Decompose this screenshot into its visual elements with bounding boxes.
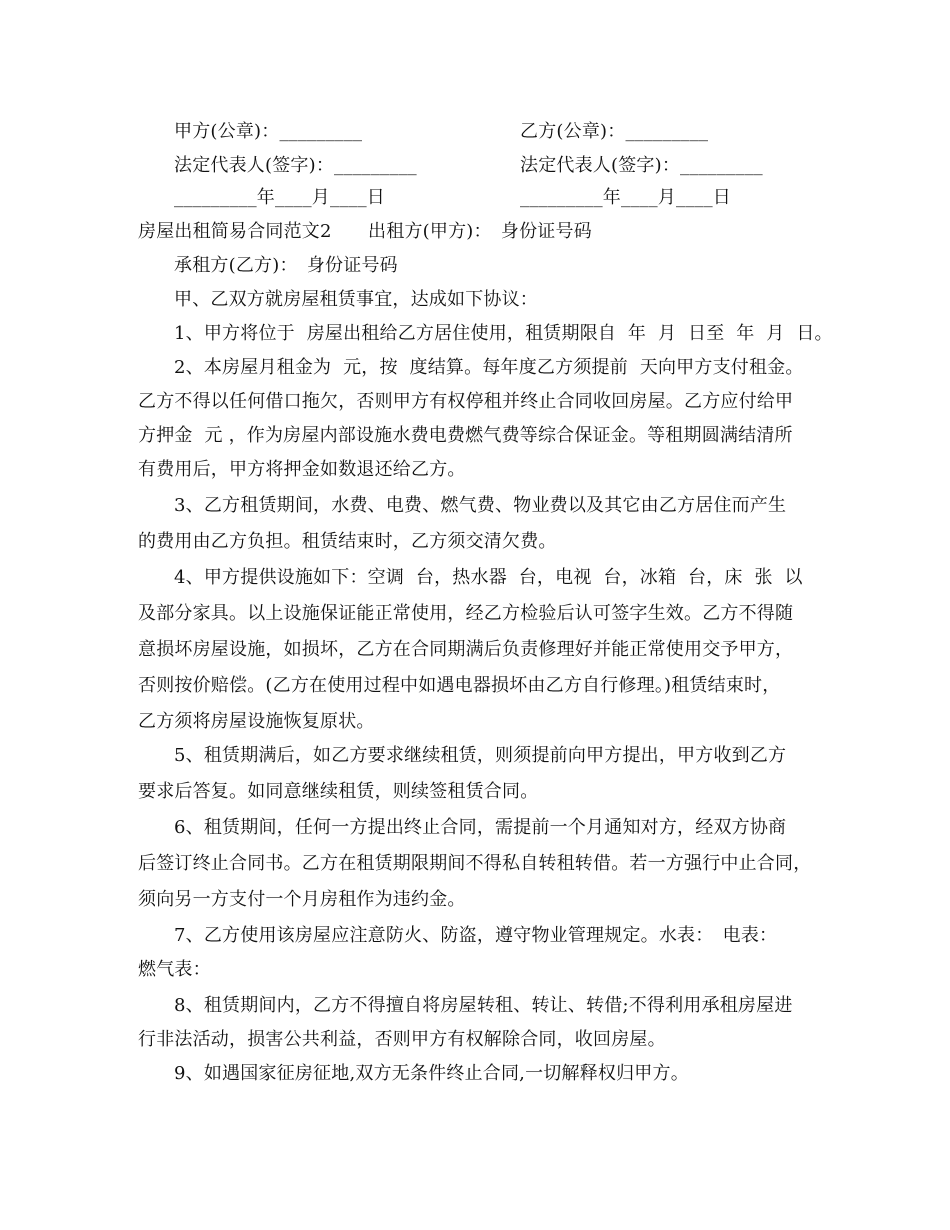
party-a-date: _________年____月____日	[174, 187, 385, 208]
clause-3: 3、乙方租赁期间，水费、电费、燃气费、物业费以及其它由乙方居住而产生	[174, 495, 787, 516]
party-b-representative: 法定代表人(签字)：_________	[520, 155, 763, 176]
party-a-representative: 法定代表人(签字)：_________	[174, 155, 417, 176]
party-b-date: _________年____月____日	[520, 187, 731, 208]
clause-4-cont: 否则按价赔偿。(乙方在使用过程中如遇电器损坏由乙方自行修理。)租赁结束时，	[138, 675, 781, 696]
clause-4-cont: 乙方须将房屋设施恢复原状。	[138, 711, 375, 732]
clause-2-cont: 乙方不得以任何借口拖欠，否则甲方有权停租并终止合同收回房屋。乙方应付给甲	[138, 391, 794, 412]
clause-6: 6、租赁期间，任何一方提出终止合同，需提前一个月通知对方，经双方协商	[174, 817, 787, 838]
clause-6-cont: 须向另一方支付一个月房租作为违约金。	[138, 889, 466, 910]
clause-1: 1、甲方将位于 房屋出租给乙方居住使用，租赁期限自 年 月 日至 年 月 日。	[174, 323, 833, 344]
clause-8-cont: 行非法活动，损害公共利益，否则甲方有权解除合同，收回房屋。	[138, 1029, 666, 1050]
contract-title-line: 房屋出租简易合同范文2 出租方(甲方)： 身份证号码	[138, 221, 592, 242]
clause-4-cont: 及部分家具。以上设施保证能正常使用，经乙方检验后认可签字生效。乙方不得随	[138, 603, 794, 624]
clause-8: 8、租赁期间内，乙方不得擅自将房屋转租、转让、转借;不得利用承租房屋进	[174, 995, 793, 1016]
clause-5-cont: 要求后答复。如同意继续租赁，则续签租赁合同。	[138, 781, 539, 802]
party-b-seal: 乙方(公章)：_________	[520, 121, 709, 142]
clause-9: 9、如遇国家征房征地,双方无条件终止合同,一切解释权归甲方。	[174, 1063, 689, 1084]
clause-5: 5、租赁期满后，如乙方要求继续租赁，则须提前向甲方提出，甲方收到乙方	[174, 745, 787, 766]
agreement-intro: 甲、乙双方就房屋租赁事宜，达成如下协议：	[174, 289, 538, 310]
clause-4: 4、甲方提供设施如下：空调 台，热水器 台，电视 台，冰箱 台，床 张 以	[174, 567, 803, 588]
clause-2: 2、本房屋月租金为 元，按 度结算。每年度乙方须提前 天向甲方支付租金。	[174, 357, 804, 378]
clause-7-cont: 燃气表：	[138, 959, 211, 980]
clause-4-cont: 意损坏房屋设施，如损坏，乙方在合同期满后负责修理好并能正常使用交予甲方，	[138, 639, 794, 660]
clause-3-cont: 的费用由乙方负担。租赁结束时，乙方须交清欠费。	[138, 531, 557, 552]
party-a-seal: 甲方(公章)：_________	[174, 121, 363, 142]
lessee-line: 承租方(乙方)： 身份证号码	[174, 255, 398, 276]
clause-6-cont: 后签订终止合同书。乙方在租赁期限期间不得私自转租转借。若一方强行中止合同，	[138, 853, 812, 874]
clause-2-cont: 方押金 元 ，作为房屋内部设施水费电费燃气费等综合保证金。等租期圆满结清所	[138, 425, 793, 446]
clause-2-cont: 有费用后，甲方将押金如数退还给乙方。	[138, 459, 466, 480]
clause-7: 7、乙方使用该房屋应注意防火、防盗，遵守物业管理规定。水表： 电表：	[174, 925, 778, 946]
